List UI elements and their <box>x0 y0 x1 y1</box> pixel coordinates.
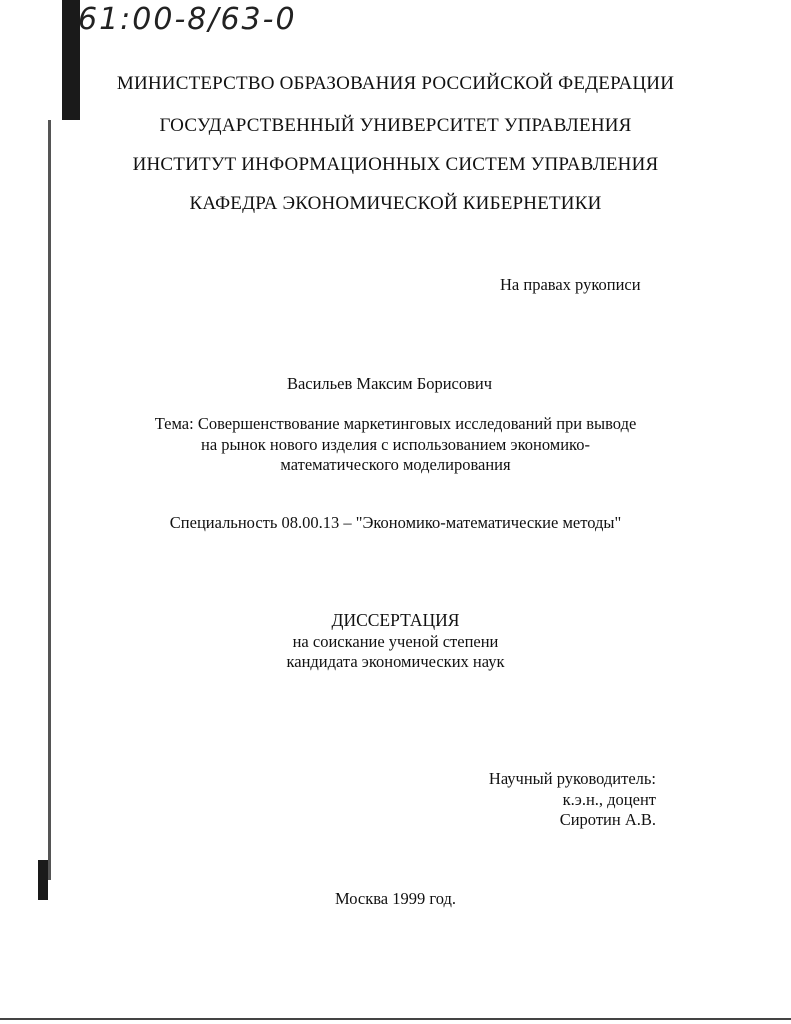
scan-edge-mark <box>0 1018 791 1020</box>
department-heading: КАФЕДРА ЭКОНОМИЧЕСКОЙ КИБЕРНЕТИКИ <box>189 193 602 214</box>
dissertation-title: ДИССЕРТАЦИЯ <box>331 610 460 630</box>
university-heading: ГОСУДАРСТВЕННЫЙ УНИВЕРСИТЕТ УПРАВЛЕНИЯ <box>159 115 632 136</box>
dissertation-line-1: на соискание ученой степени <box>292 632 499 651</box>
topic-line-1: Тема: Совершенствование маркетинговых исследований при выводе <box>154 414 637 433</box>
archive-code: 61:00-8/63-0 <box>78 2 297 37</box>
topic-line-3: математического моделирования <box>280 455 511 474</box>
manuscript-note: На правах рукописи <box>500 275 641 294</box>
ministry-heading: МИНИСТЕРСТВО ОБРАЗОВАНИЯ РОССИЙСКОЙ ФЕДЕРАЦИИ <box>116 73 675 94</box>
institute-heading: ИНСТИТУТ ИНФОРМАЦИОННЫХ СИСТЕМ УПРАВЛЕНИЯ <box>132 154 659 175</box>
supervisor-name: Сиротин А.В. <box>559 810 656 829</box>
city-year: Москва 1999 год. <box>334 889 457 908</box>
supervisor-degree: к.э.н., доцент <box>562 790 656 809</box>
specialty: Специальность 08.00.13 – "Экономико-математические методы" <box>169 513 622 532</box>
dissertation-line-2: кандидата экономических наук <box>286 652 505 671</box>
topic-line-2: на рынок нового изделия с использованием экономико- <box>201 435 590 454</box>
scan-edge-mark <box>48 120 51 880</box>
author-name: Васильев Максим Борисович <box>286 374 493 393</box>
supervisor-label: Научный руководитель: <box>488 769 656 788</box>
